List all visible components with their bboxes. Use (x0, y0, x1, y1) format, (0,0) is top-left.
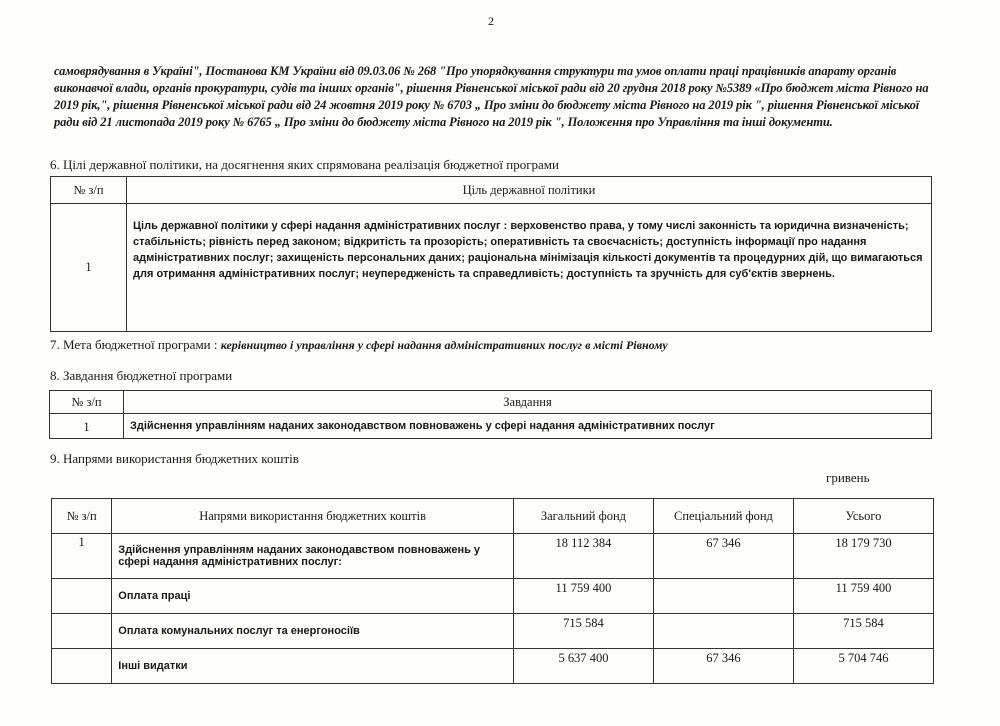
column-header-special-fund: Спеціальний фонд (653, 499, 793, 534)
policy-goal-text: Ціль державної політики у сфері надання адміністративних послуг : верховенство права, у тому числі законність та юридична визначеність; стабільність; рівність перед законом; відкритість та прозорість; оперативність та своєчасність; доступність інформації про надання адміністративних послуг; захищеність персональних даних; раціональна мінімізація кількості документів та процедурних дій, що вимагаються для отримання адміністративних послуг; неупередженість та справедливість; доступність та зручність для суб'єктів звернень. (127, 204, 932, 332)
table-row (52, 534, 934, 579)
row-number (52, 614, 112, 649)
table-row (50, 414, 932, 439)
row-number (52, 579, 112, 614)
currency-unit: гривень (826, 470, 870, 485)
section-9-title: 9. Напрями використання бюджетних коштів (50, 451, 299, 466)
total-value: 18 179 730 (793, 534, 933, 579)
general-fund-value: 18 112 384 (513, 534, 653, 579)
special-fund-value: 67 346 (653, 649, 793, 684)
column-header-goal: Ціль державної політики (127, 177, 932, 204)
legal-basis-paragraph: самоврядування в Україні", Постанова КМ України від 09.03.06 № 268 "Про упорядкування структури та умов оплати праці працівників апарату органів виконавчої влади, органів прокуратури, судів та інших органів", рішення Рівненської міської ради від 20 грудня 2018 року №5389 «Про бюджет міста Рівного на 2019 рік,", рішення Рівненської міської ради від 24 жовтня 2019 року № 6703 „ Про зміни до бюджету міста Рівного на 2019 рік ", рішення Рівненської міської ради від 21 листопада 2019 року № 6765 „ Про зміни до бюджету міста Рівного на 2019 рік ", Положення про Управління та інші документи. (54, 64, 929, 129)
general-fund-value: 715 584 (513, 614, 653, 649)
table-row (52, 649, 934, 684)
general-fund-value: 11 759 400 (513, 579, 653, 614)
program-tasks-table (49, 390, 932, 439)
direction-name: Здійснення управлінням наданих законодавством повноважень у сфері надання адміністративних послуг: (112, 534, 514, 579)
general-fund-value: 5 637 400 (513, 649, 653, 684)
table-row (52, 579, 934, 614)
direction-name: Інші видатки (112, 649, 514, 684)
row-number: 1 (51, 204, 127, 332)
total-value: 715 584 (793, 614, 933, 649)
total-value: 5 704 746 (793, 649, 933, 684)
row-number: 1 (52, 534, 112, 579)
table-row (51, 204, 932, 332)
section-6-title: 6. Цілі державної політики, на досягнення яких спрямована реалізація бюджетної програми (50, 157, 559, 172)
column-header-number: № з/п (51, 177, 127, 204)
column-header-general-fund: Загальний фонд (513, 499, 653, 534)
total-value: 11 759 400 (793, 579, 933, 614)
column-header-number: № з/п (52, 499, 112, 534)
direction-name: Оплата комунальних послуг та енергоносіїв (112, 614, 514, 649)
section-8-title: 8. Завдання бюджетної програми (50, 368, 233, 383)
row-number (52, 649, 112, 684)
row-number: 1 (50, 414, 124, 439)
special-fund-value (653, 579, 793, 614)
table-row (52, 614, 934, 649)
column-header-number: № з/п (50, 391, 124, 414)
column-header-total: Усього (793, 499, 933, 534)
column-header-task: Завдання (124, 391, 932, 414)
task-text: Здійснення управлінням наданих законодавством повноважень у сфері надання адміністративних послуг (124, 414, 932, 439)
column-header-direction: Напрями використання бюджетних коштів (112, 499, 514, 534)
budget-directions-table (51, 498, 934, 684)
policy-goals-table (50, 176, 932, 332)
program-purpose: керівництво і управління у сфері надання адміністративних послуг в місті Рівному (220, 338, 668, 352)
special-fund-value (653, 614, 793, 649)
section-7-title: 7. Мета бюджетної програми : (50, 337, 218, 352)
section-7 (50, 337, 668, 353)
page-number: 2 (488, 14, 494, 28)
special-fund-value: 67 346 (653, 534, 793, 579)
direction-name: Оплата праці (112, 579, 514, 614)
